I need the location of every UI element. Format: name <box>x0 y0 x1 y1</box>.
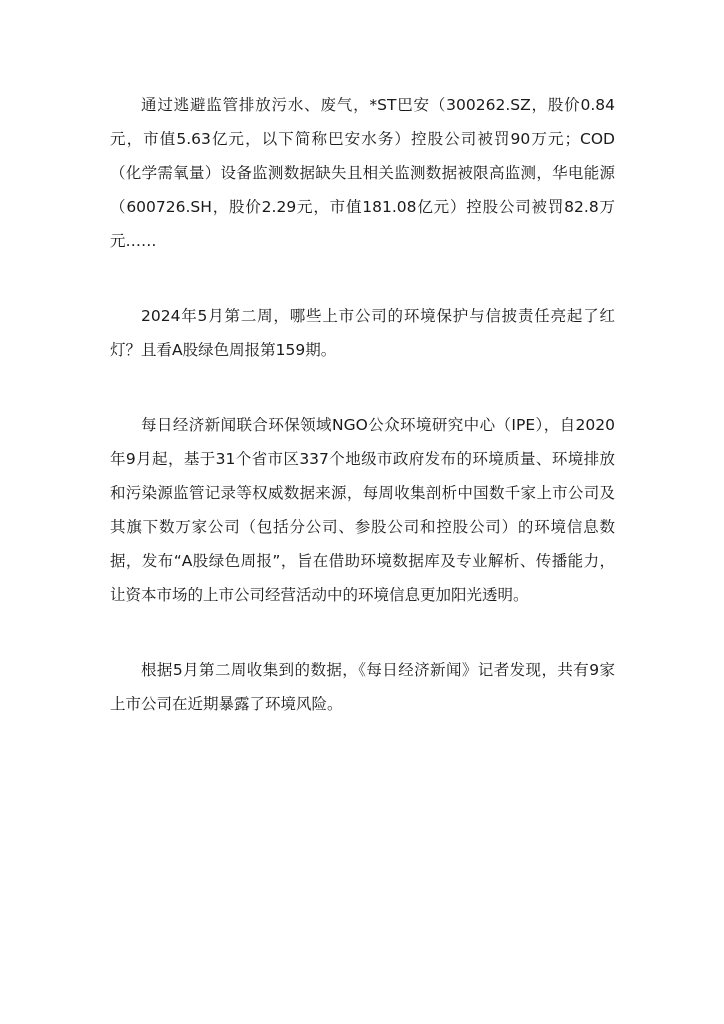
paragraph-weekly-intro: 2024年5月第二周，哪些上市公司的环境保护与信披责任亮起了红灯？且看A股绿色周报第159期。 <box>110 307 615 359</box>
paragraph-penalty-summary: 通过逃避监管排放污水、废气，*ST巴安（300262.SZ，股价0.84元，市值5.63亿元，以下简称巴安水务）控股公司被罚90万元；COD（化学需氧量）设备监测数据缺失且相关监测数据被限高监测，华电能源（600726.SH，股价2.29元，市值181.08亿元）控股公司被罚82.8万元…… <box>110 96 615 250</box>
paragraph-methodology: 每日经济新闻联合环保领域NGO公众环境研究中心（IPE），自2020年9月起，基于31个省市区337个地级市政府发布的环境质量、环境排放和污染源监管记录等权威数据来源，每周收集剖析中国数千家上市公司及其旗下数万家公司（包括分公司、参股公司和控股公司）的环境信息数据，发布“A股绿色周报”，旨在借助环境数据库及专业解析、传播能力，让资本市场的上市公司经营活动中的环境信息更加阳光透明。 <box>110 416 615 604</box>
paragraph-findings: 根据5月第二周收集到的数据，《每日经济新闻》记者发现，共有9家上市公司在近期暴露了环境风险。 <box>110 661 615 713</box>
article-body <box>110 88 615 762</box>
